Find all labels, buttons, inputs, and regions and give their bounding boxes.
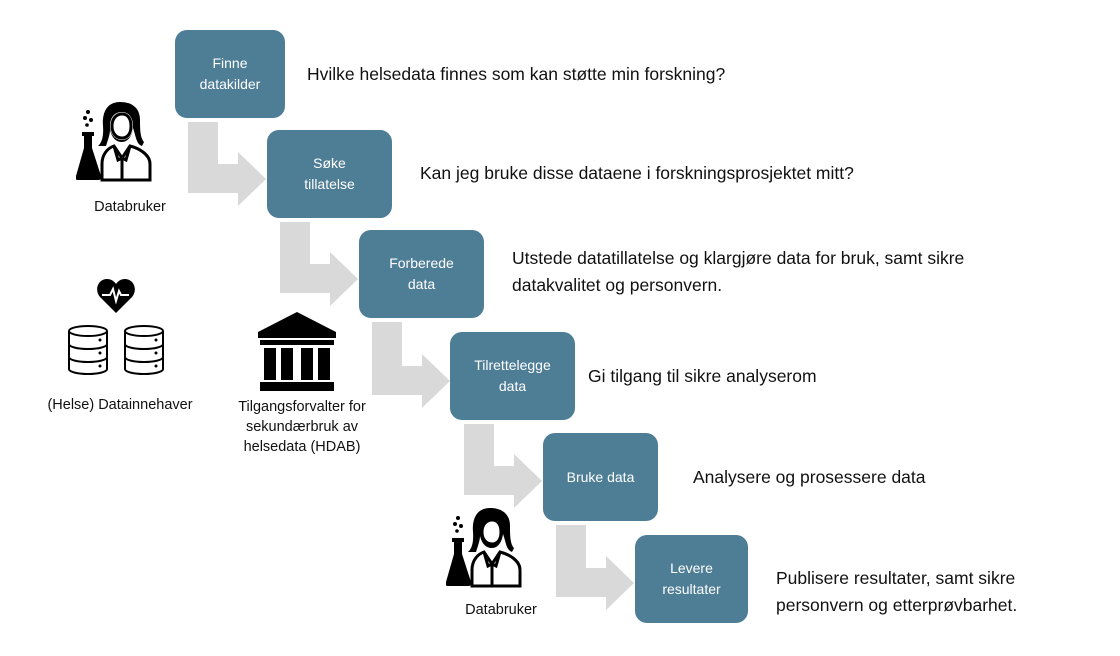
heart-pulse-icon <box>96 278 136 314</box>
step-description: Gi tilgang til sikre analyserom <box>588 366 817 386</box>
database-icon <box>66 324 110 376</box>
step-label: Forberede <box>389 255 454 271</box>
step-soke-tillatelse <box>267 130 392 218</box>
step-finne-datakilder <box>175 30 285 118</box>
step-forberede-data <box>359 230 484 318</box>
description-line: datakvalitet og personvern. <box>512 275 723 295</box>
institution-icon <box>256 312 338 392</box>
description-line: personvern og etterprøvbarhet. <box>776 595 1018 615</box>
actor-label <box>222 397 382 457</box>
actor-label: Databruker <box>94 199 166 215</box>
step-description: Hvilke helsedata finnes som kan støtte min forskning? <box>307 64 726 84</box>
label-line: sekundærbruk av <box>245 419 359 435</box>
step-label: resultater <box>662 581 721 597</box>
step-description <box>512 245 964 299</box>
step-description: Analysere og prosessere data <box>693 467 926 487</box>
database-icon <box>122 324 166 376</box>
step-label: Levere <box>670 560 713 576</box>
description-line: Publisere resultater, samt sikre <box>776 568 1016 588</box>
step-label: Bruke data <box>566 468 635 485</box>
step-levere-resultater <box>635 535 748 623</box>
step-bruke-data <box>543 433 658 521</box>
actor-label: (Helse) Datainnehaver <box>47 397 193 413</box>
step-label: Finne <box>212 55 248 71</box>
step-description <box>776 565 1017 619</box>
description-line: Utstede datatillatelse og klargjøre data for bruk, samt sikre <box>512 248 965 268</box>
step-label: Søke <box>313 155 346 171</box>
label-line: Tilgangsforvalter for <box>238 399 366 415</box>
scientist-icon <box>76 100 156 184</box>
step-tilrettelegge-data <box>450 332 575 420</box>
step-label: data <box>498 378 527 394</box>
actor-label: Databruker <box>465 602 537 618</box>
step-label: datakilder <box>199 76 261 92</box>
step-label: Tilrettelegge <box>474 357 551 373</box>
step-label: tillatelse <box>304 176 355 192</box>
step-label: data <box>407 276 436 292</box>
label-line: helsedata (HDAB) <box>243 439 361 455</box>
scientist-icon <box>446 506 526 590</box>
step-description: Kan jeg bruke disse dataene i forskningsprosjektet mitt? <box>420 163 854 183</box>
